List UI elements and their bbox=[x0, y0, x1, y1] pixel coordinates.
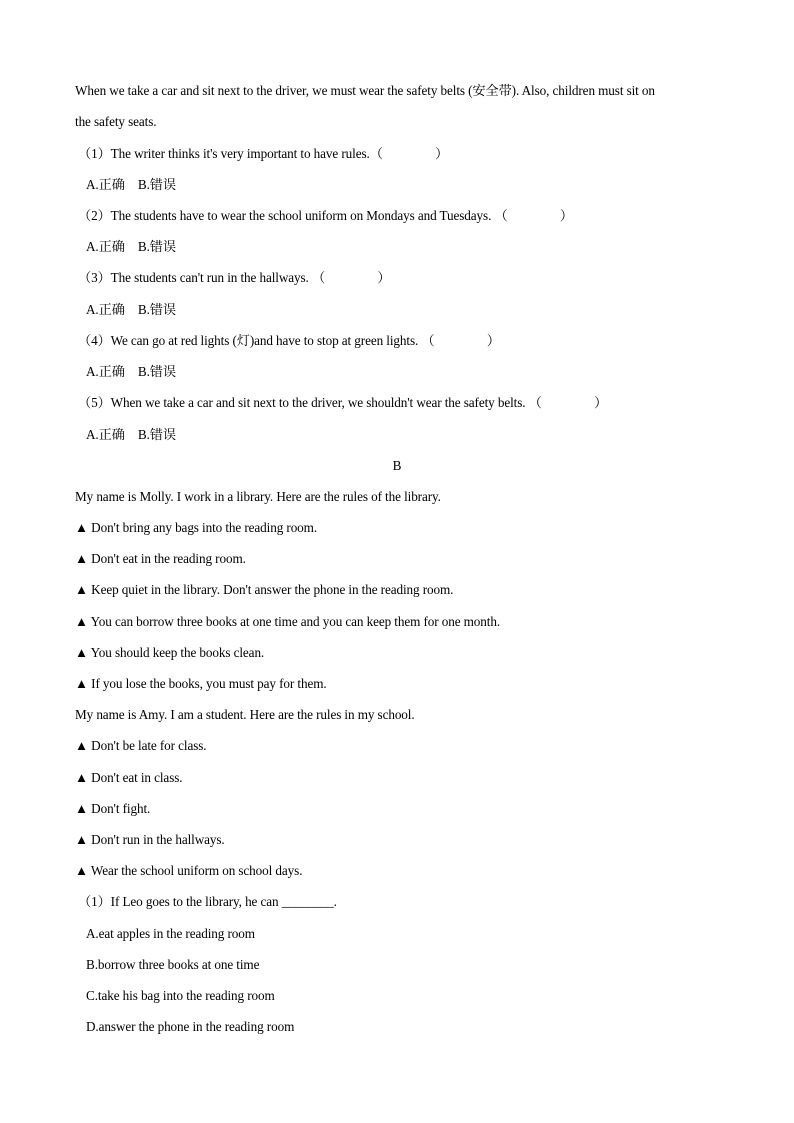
molly-rule-2: ▲ Don't eat in the reading room. bbox=[75, 551, 246, 566]
molly-rule-1: ▲ Don't bring any bags into the reading room. bbox=[75, 520, 318, 535]
molly-rule-6: ▲ If you lose the books, you must pay for them. bbox=[75, 676, 327, 691]
question-3-options: A.正确 B.错误 bbox=[86, 302, 176, 317]
question-b1-option-a: A.eat apples in the reading room bbox=[86, 926, 255, 941]
question-b1-option-c: C.take his bag into the reading room bbox=[86, 988, 275, 1003]
passage-line-2: the safety seats. bbox=[75, 114, 157, 129]
question-2-options: A.正确 B.错误 bbox=[86, 239, 176, 254]
molly-rule-3: ▲ Keep quiet in the library. Don't answer the phone in the reading room. bbox=[75, 582, 454, 597]
question-3-stem: （3）The students can't run in the hallways. （ ） bbox=[78, 270, 391, 285]
amy-rule-4: ▲ Don't run in the hallways. bbox=[75, 832, 225, 847]
amy-rule-1: ▲ Don't be late for class. bbox=[75, 738, 207, 753]
passage-line-1: When we take a car and sit next to the driver, we must wear the safety belts (安全带). Also, children must sit on bbox=[75, 83, 655, 98]
question-b1-option-d: D.answer the phone in the reading room bbox=[86, 1019, 295, 1034]
amy-rule-5: ▲ Wear the school uniform on school days. bbox=[75, 863, 303, 878]
question-1-stem: （1）The writer thinks it's very important to have rules.（ ） bbox=[78, 146, 449, 161]
question-2-stem: （2）The students have to wear the school uniform on Mondays and Tuesdays. （ ） bbox=[78, 208, 574, 223]
question-5-stem: （5）When we take a car and sit next to the driver, we shouldn't wear the safety belts. （ ） bbox=[78, 395, 608, 410]
molly-intro: My name is Molly. I work in a library. Here are the rules of the library. bbox=[75, 489, 441, 504]
question-4-stem: （4）We can go at red lights (灯)and have to stop at green lights. （ ） bbox=[78, 333, 500, 348]
amy-rule-2: ▲ Don't eat in class. bbox=[75, 770, 183, 785]
amy-rule-3: ▲ Don't fight. bbox=[75, 801, 151, 816]
question-5-options: A.正确 B.错误 bbox=[86, 427, 176, 442]
question-b1-stem: （1）If Leo goes to the library, he can ________. bbox=[78, 894, 337, 909]
question-4-options: A.正确 B.错误 bbox=[86, 364, 176, 379]
molly-rule-4: ▲ You can borrow three books at one time and you can keep them for one month. bbox=[75, 614, 501, 629]
molly-rule-5: ▲ You should keep the books clean. bbox=[75, 645, 265, 660]
question-1-options: A.正确 B.错误 bbox=[86, 177, 176, 192]
question-b1-option-b: B.borrow three books at one time bbox=[86, 957, 260, 972]
section-b-heading: B bbox=[392, 458, 402, 473]
amy-intro: My name is Amy. I am a student. Here are the rules in my school. bbox=[75, 707, 415, 722]
